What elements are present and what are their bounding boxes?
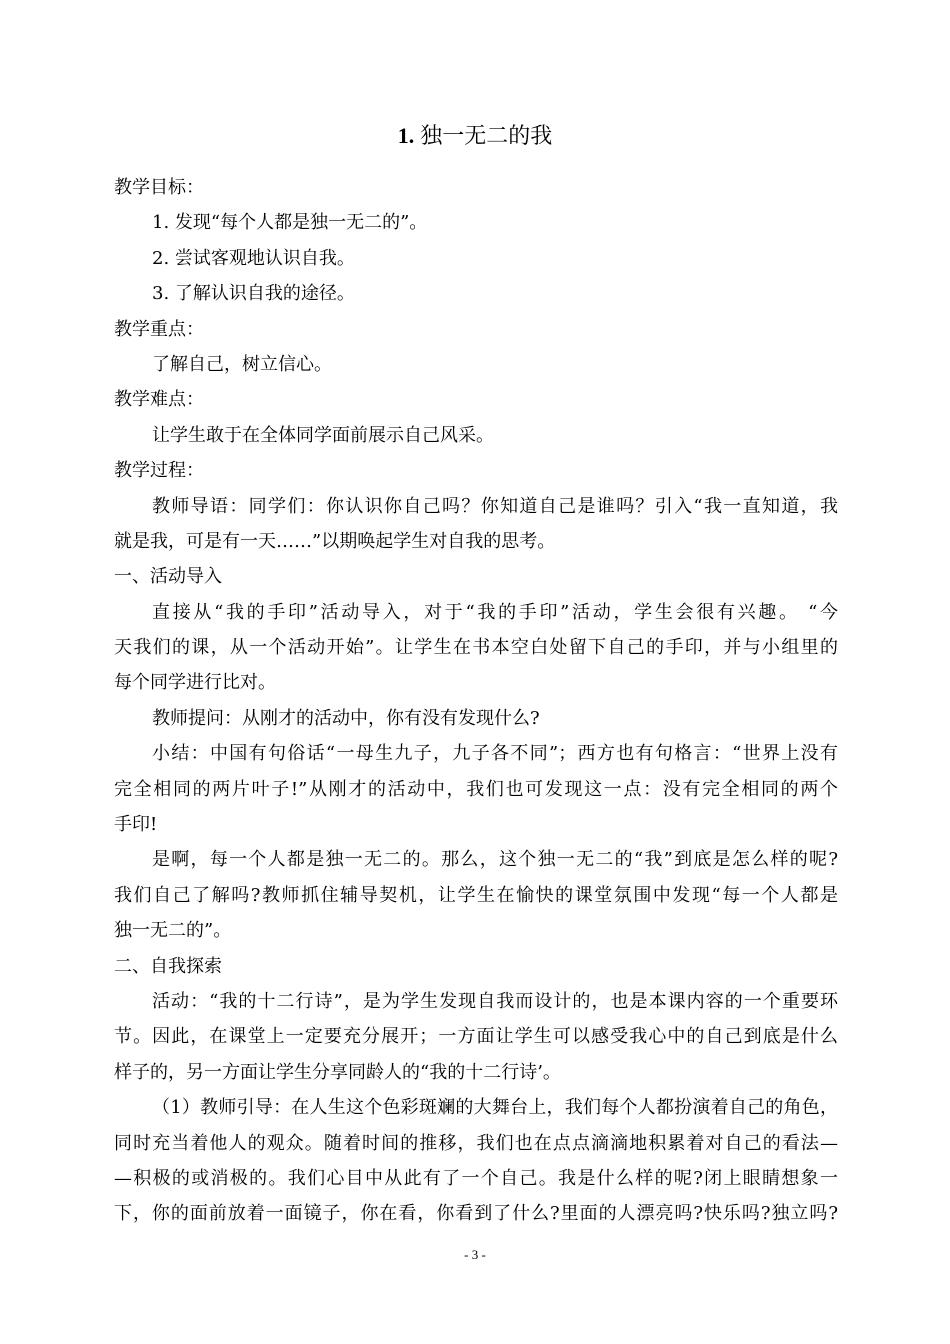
paragraph-line: 天我们的课，从一个活动开始”。让学生在书本空白处留下自己的手印，并与小组里的 bbox=[114, 637, 838, 659]
section-heading: 一、活动导入 bbox=[114, 566, 222, 588]
difficulty-text: 让学生敢于在全体同学面前展示自己风采。 bbox=[152, 424, 494, 446]
paragraph-line: 下，你的面前放着一面镜子，你在看，你看到了什么?里面的人漂亮吗?快乐吗?独立吗? bbox=[114, 1203, 838, 1225]
page-title bbox=[0, 120, 950, 153]
paragraph-line: 样子的，另一方面让学生分享同龄人的“我的十二行诗’。 bbox=[114, 1061, 561, 1083]
document-body bbox=[114, 170, 838, 1232]
page-number: - 3 - bbox=[464, 1247, 486, 1262]
paragraph-line: —积极的或消极的。我们心目中从此有了一个自己。我是什么样的呢?闭上眼睛想象一 bbox=[114, 1167, 838, 1189]
paragraph-line: 直接从“我的手印”活动导入，对于“我的手印”活动，学生会很有兴趣。 “今 bbox=[152, 601, 838, 623]
goals-heading: 教学目标： bbox=[114, 177, 204, 198]
lesson-title: 独一无二的我 bbox=[420, 124, 553, 149]
paragraph-line: 小结：中国有句俗话“一母生九子，九子各不同”；西方也有句格言：“世界上没有 bbox=[152, 743, 838, 765]
paragraph-line: 我们自己了解吗?教师抓住辅导契机，让学生在愉快的课堂氛围中发现“每一个人都是 bbox=[114, 884, 838, 906]
goal-item: 3. 了解认识自我的途径。 bbox=[152, 283, 355, 305]
paragraph-line: 手印! bbox=[114, 814, 158, 836]
section-heading: 二、自我探索 bbox=[114, 955, 222, 977]
paragraph-line: 教师提问：从刚才的活动中，你有没有发现什么? bbox=[152, 707, 540, 729]
paragraph-line: 节。因此，在课堂上一定要充分展开；一方面让学生可以感受我心中的自己到底是什么 bbox=[114, 1026, 838, 1048]
paragraph-line: 就是我，可是有一天……”以期唤起学生对自我的思考。 bbox=[114, 530, 556, 552]
paragraph-line: （1）教师引导：在人生这个色彩斑斓的大舞台上，我们每个人都扮演着自己的角色， bbox=[152, 1097, 838, 1119]
key-points-heading: 教学重点： bbox=[114, 318, 204, 340]
paragraph-line: 活动：“我的十二行诗”，是为学生发现自我而设计的，也是本课内容的一个重要环 bbox=[152, 990, 838, 1012]
lesson-number: 1. bbox=[397, 123, 415, 148]
goal-item: 1. 发现“每个人都是独一无二的”。 bbox=[152, 212, 428, 234]
paragraph-line: 同时充当着他人的观众。随着时间的推移，我们也在点点滴滴地积累着对自己的看法— bbox=[114, 1132, 838, 1154]
process-heading: 教学过程： bbox=[114, 460, 204, 482]
paragraph-line: 每个同学进行比对。 bbox=[114, 672, 276, 694]
paragraph-line: 独一无二的”。 bbox=[114, 920, 232, 942]
goal-item: 2. 尝试客观地认识自我。 bbox=[152, 247, 355, 269]
paragraph-line: 完全相同的两片叶子!”从刚才的活动中，我们也可发现这一点：没有完全相同的两个 bbox=[114, 778, 838, 800]
paragraph-line: 是啊，每一个人都是独一无二的。那么，这个独一无二的“我”到底是怎么样的呢? bbox=[152, 849, 838, 871]
paragraph-line: 教师导语：同学们：你认识你自己吗？你知道自己是谁吗？引入“我一直知道，我 bbox=[152, 495, 838, 517]
difficulty-heading: 教学难点： bbox=[114, 389, 204, 411]
key-points-text: 了解自己，树立信心。 bbox=[152, 353, 332, 375]
